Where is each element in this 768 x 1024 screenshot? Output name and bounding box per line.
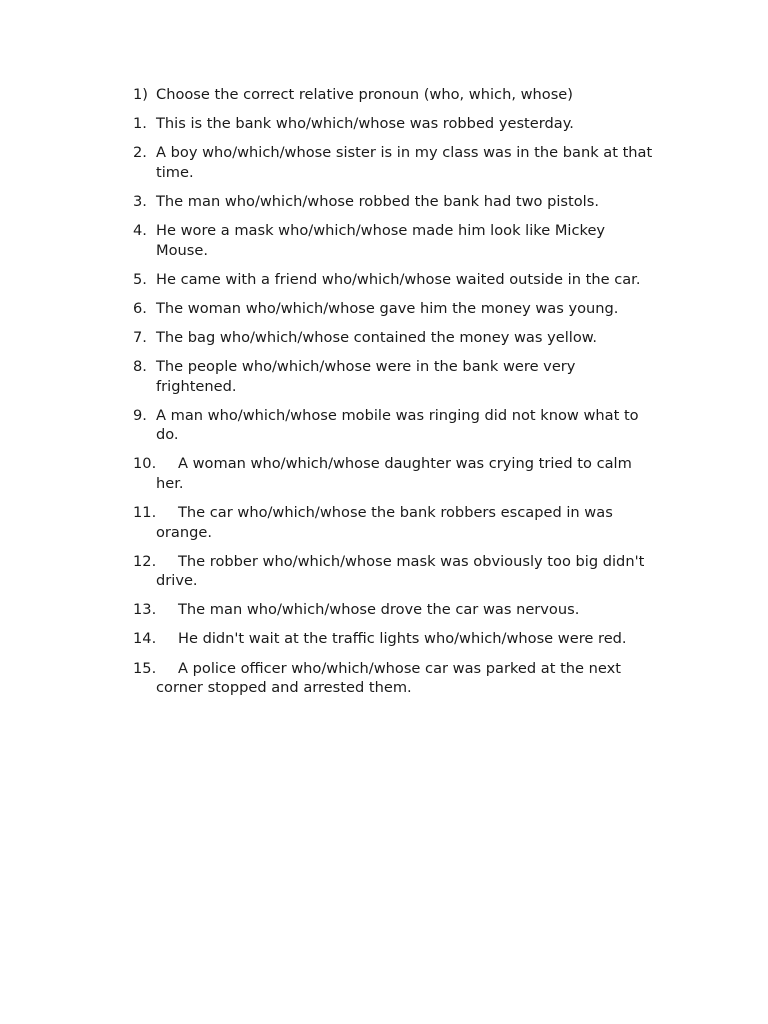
item-number: 10.	[133, 455, 157, 473]
list-item	[133, 221, 653, 260]
list-item	[133, 406, 653, 445]
list-item	[133, 659, 653, 698]
instruction-text: Choose the correct relative pronoun (who, which, whose)	[156, 86, 573, 103]
item-number: 4.	[133, 221, 147, 239]
list-item	[133, 192, 653, 212]
item-text: The woman who/which/whose gave him the money was young.	[156, 299, 619, 317]
item-number: 6.	[133, 299, 147, 317]
list-item	[133, 552, 653, 591]
list-item	[133, 357, 653, 396]
item-number: 14.	[133, 630, 157, 648]
item-text: The people who/which/whose were in the bank were very frightened.	[156, 357, 576, 395]
list-item	[133, 270, 653, 290]
list-item	[133, 328, 653, 348]
list-item	[133, 503, 653, 542]
list-item	[133, 143, 653, 182]
list-item	[133, 600, 653, 620]
item-text: The robber who/which/whose mask was obviously too big didn't drive.	[156, 552, 645, 590]
item-text: A man who/which/whose mobile was ringing did not know what to do.	[156, 406, 639, 444]
item-number: 11.	[133, 504, 157, 521]
item-number: 12.	[133, 552, 157, 570]
item-text: The man who/which/whose robbed the bank had two pistols.	[156, 192, 599, 210]
list-item	[133, 629, 653, 649]
item-text: He didn't wait at the traffic lights who/which/whose were red.	[178, 630, 627, 648]
item-text: He wore a mask who/which/whose made him look like Mickey Mouse.	[156, 221, 606, 259]
item-text: A woman who/which/whose daughter was crying tried to calm her.	[156, 455, 632, 492]
item-number: 3.	[133, 192, 147, 210]
item-number: 8.	[133, 357, 147, 375]
list-item	[133, 299, 653, 319]
item-number: 2.	[133, 144, 147, 162]
item-text: The man who/which/whose drove the car was nervous.	[178, 601, 580, 619]
item-text: He came with a friend who/which/whose waited outside in the car.	[156, 270, 641, 288]
item-number: 5.	[133, 270, 147, 288]
item-number: 15.	[133, 659, 157, 677]
item-text: The bag who/which/whose contained the money was yellow.	[156, 328, 597, 346]
item-number: 9.	[133, 406, 147, 424]
instruction-number: 1)	[133, 86, 148, 103]
instruction-line	[133, 85, 653, 105]
item-number: 13.	[133, 601, 157, 619]
worksheet	[133, 85, 653, 707]
item-number: 1.	[133, 115, 147, 133]
list-item	[133, 114, 653, 134]
item-text: This is the bank who/which/whose was robbed yesterday.	[156, 115, 574, 133]
list-item	[133, 454, 653, 493]
item-text: The car who/which/whose the bank robbers escaped in was orange.	[156, 504, 613, 541]
item-number: 7.	[133, 328, 147, 346]
item-text: A police officer who/which/whose car was parked at the next corner stopped and arrested them.	[156, 659, 622, 697]
item-text: A boy who/which/whose sister is in my class was in the bank at that time.	[156, 144, 653, 181]
